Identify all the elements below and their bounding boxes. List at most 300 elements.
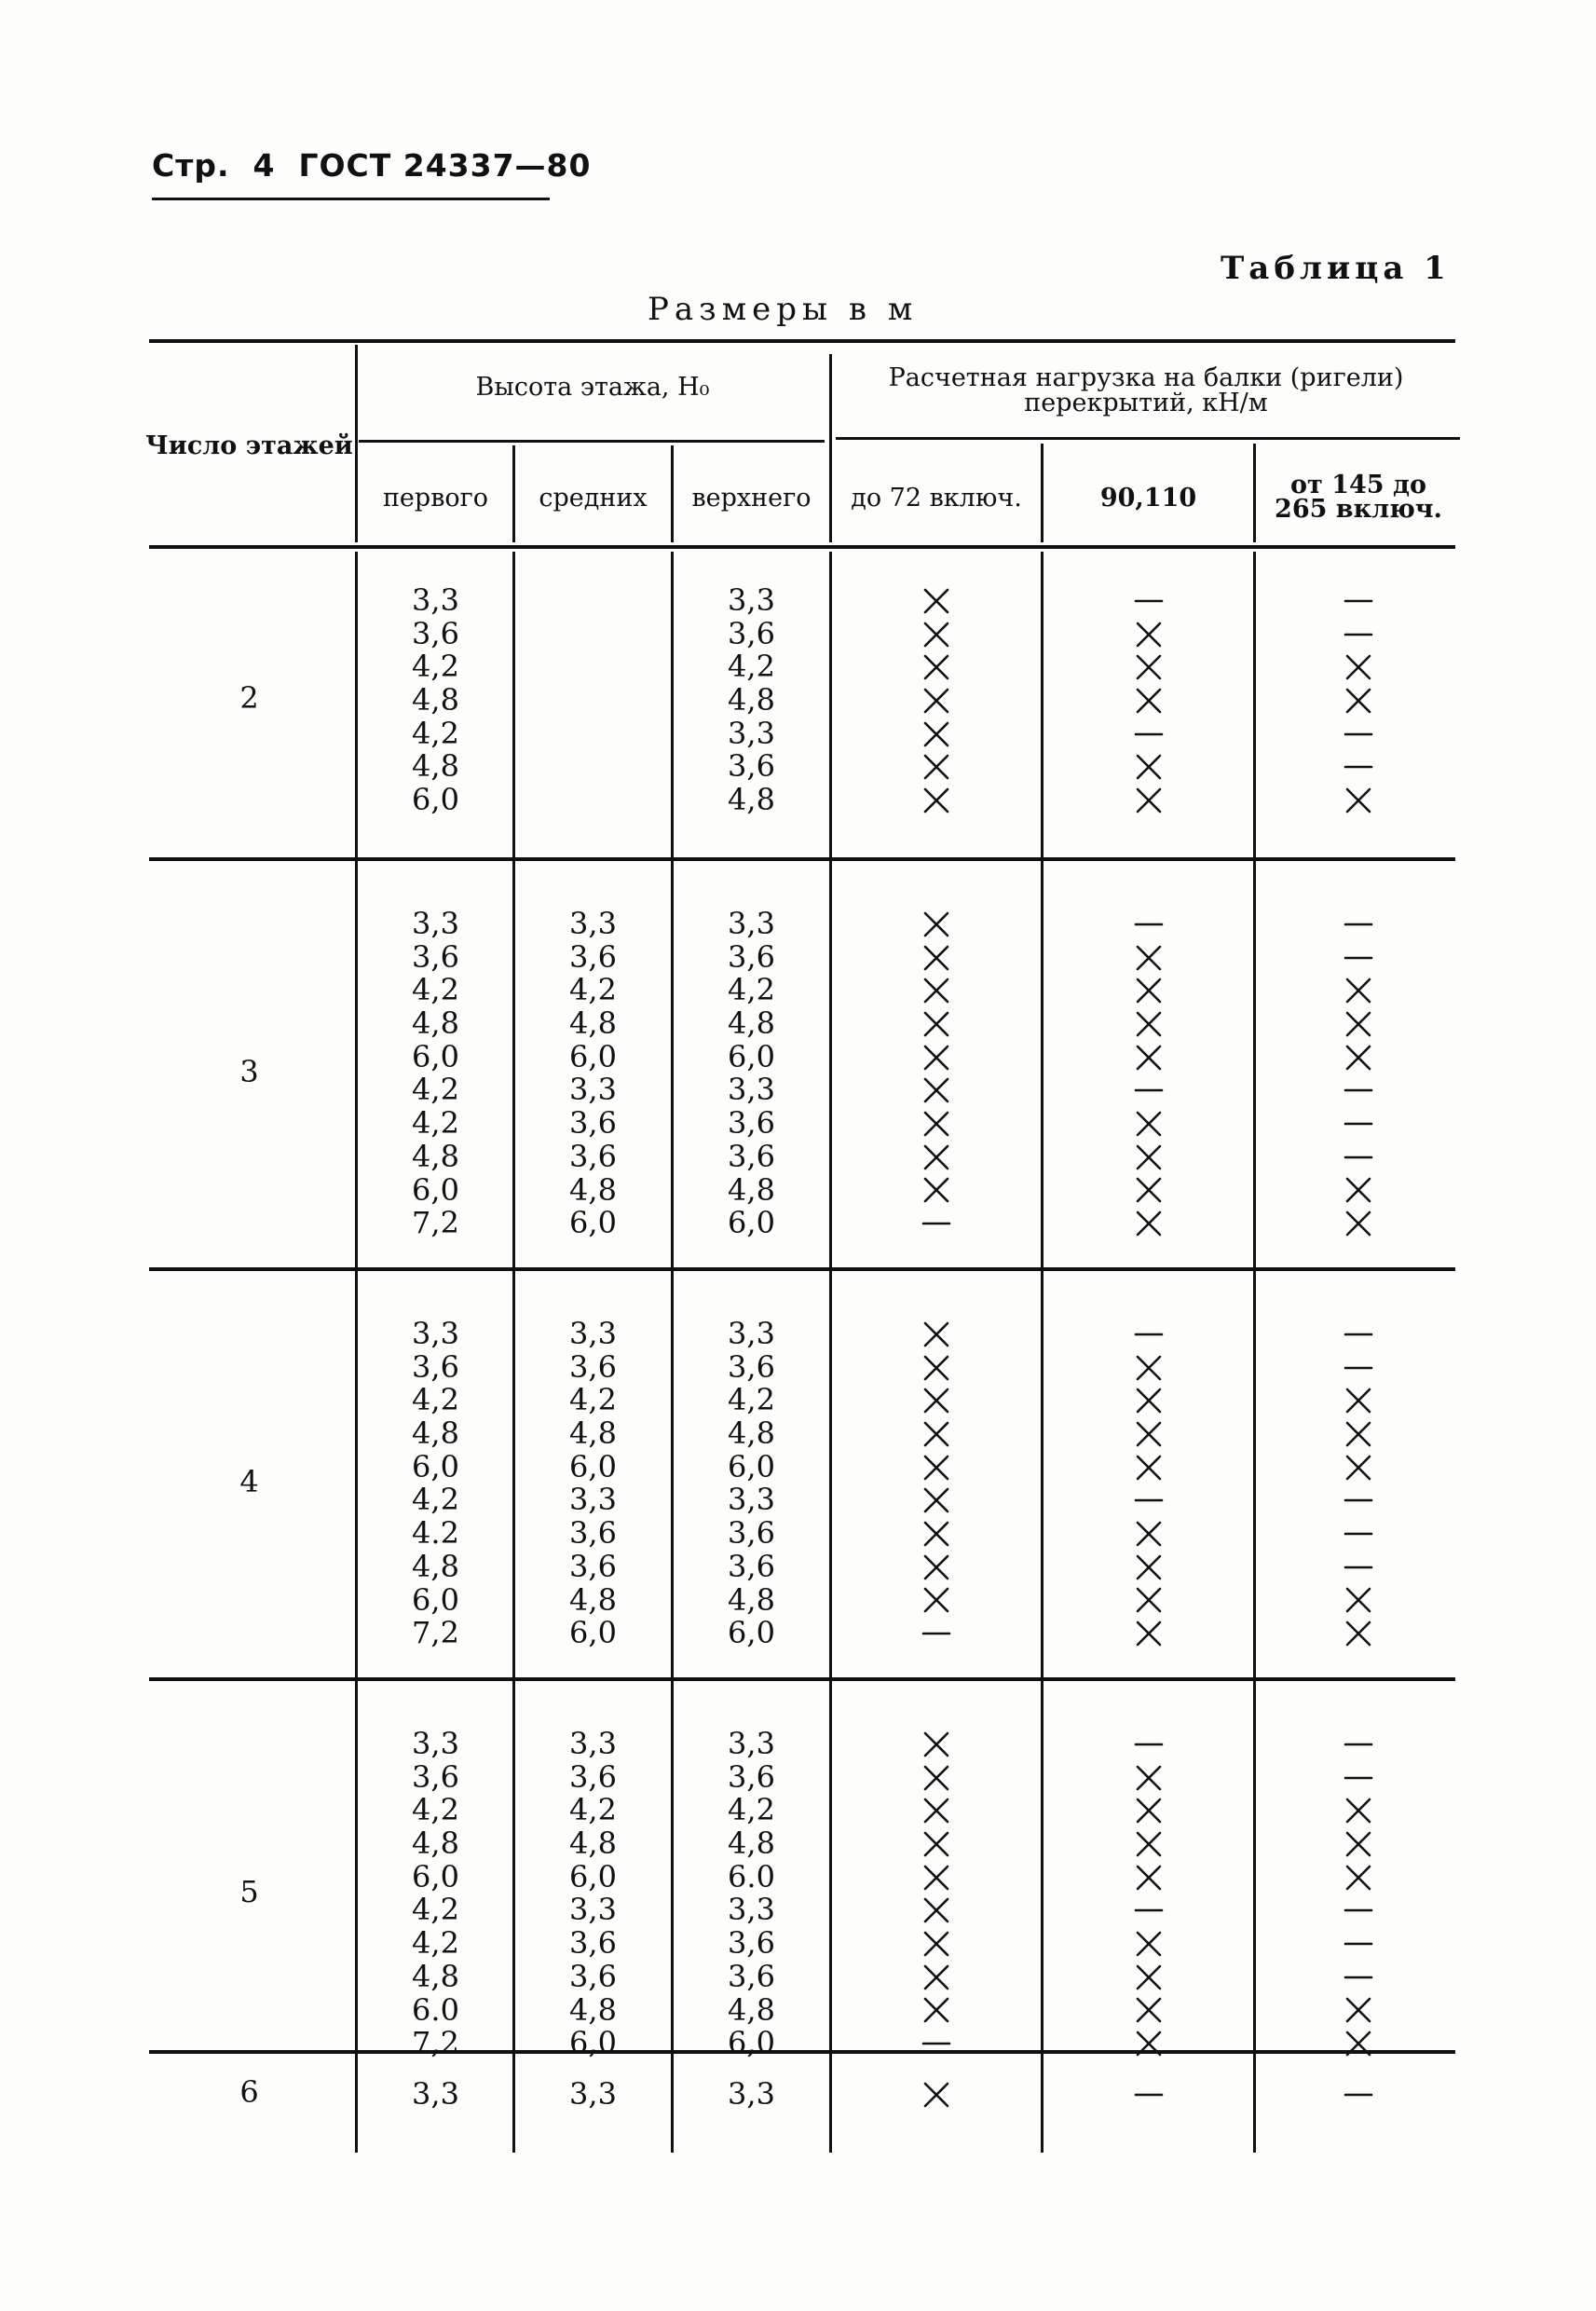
height-value: 4,8 [728,1826,775,1862]
table-top-rule [149,339,1455,343]
column-vrule [355,552,358,2153]
col-top [674,908,829,1240]
cross-mark [832,1007,1041,1041]
cross-mark [832,1728,1041,1761]
cross-mark [832,1141,1041,1174]
height-value: 4,2 [569,972,617,1008]
header-load-72: до 72 включ. [851,484,1022,513]
col-load-145 [1256,584,1461,817]
cross-mark-icon [1343,2030,1374,2058]
height-value: 3,3 [728,1482,775,1518]
cross-mark [832,584,1041,618]
height-value: 4,8 [412,1826,459,1862]
cross-mark-icon [1133,1830,1165,1858]
height-value: 4,2 [569,1382,617,1418]
cross-mark [1256,684,1461,718]
cross-mark-icon [921,1143,952,1171]
height-value: 3,6 [569,1548,617,1584]
cross-mark-icon [921,1963,952,1991]
dash-mark [832,1617,1041,1650]
cross-mark-icon [1343,977,1374,1005]
col-load-90 [1044,584,1253,817]
dash-mark [1044,1318,1253,1351]
cross-mark-icon [1133,1143,1165,1171]
page-header [152,147,591,184]
dash-mark-icon [1343,1520,1374,1548]
height-value: 3,6 [728,1925,775,1962]
cross-mark-icon [1133,1110,1165,1138]
height-value: 3,3 [412,582,459,618]
col-load-145 [1256,2078,1461,2112]
cross-mark [1044,1041,1253,1074]
dash-mark-icon [1343,753,1374,781]
header-vrule [355,345,358,542]
dash-mark-icon [1343,944,1374,972]
cross-mark-icon [1133,687,1165,715]
dash-mark [1256,1318,1461,1351]
height-value: 4,2 [412,1792,459,1828]
cross-mark-icon [921,1354,952,1382]
cross-mark [1256,1827,1461,1861]
cross-mark-icon [921,1930,952,1958]
height-value: 4,8 [569,1005,617,1042]
dash-mark-icon [1343,587,1374,615]
col-middle [515,1318,671,1650]
col-load-90 [1044,1318,1253,1650]
col-load-90 [1044,908,1253,1240]
cross-mark [1044,784,1253,817]
col-load-72 [832,584,1041,817]
height-value: 3,3 [728,2076,775,2112]
height-value: 4,8 [412,682,459,718]
dash-mark-icon [1343,621,1374,649]
col-load-72 [832,1318,1041,1650]
dash-mark [1256,1894,1461,1927]
height-value: 4,8 [412,1138,459,1174]
dash-mark-icon [1133,1730,1165,1758]
height-value: 6,0 [728,1448,775,1484]
cross-mark [832,684,1041,718]
header-floors: Число этажей [145,431,353,460]
col-first [359,584,512,817]
cross-mark [1256,1207,1461,1240]
height-value: 4,8 [569,1581,617,1618]
cross-mark [832,974,1041,1007]
cross-mark-icon [921,1730,952,1758]
cross-mark-icon [1133,977,1165,1005]
cross-mark-icon [1343,1387,1374,1415]
height-value: 3,3 [412,2076,459,2112]
col-load-145 [1256,1318,1461,1650]
cross-mark-icon [1133,1176,1165,1204]
dash-mark [1044,1484,1253,1517]
cross-mark [1044,1384,1253,1417]
height-value: 3,3 [728,1726,775,1761]
height-value: 4,8 [412,1005,459,1042]
cross-mark [832,1451,1041,1484]
header-middle: средних [539,484,648,513]
dash-mark [1256,584,1461,618]
cross-mark [1044,650,1253,684]
height-value: 3,6 [728,615,775,651]
header-load-group-line2: перекрытий, кН/м [1024,389,1268,417]
height-value: 6,0 [728,1615,775,1651]
cross-mark [832,908,1041,941]
col-middle [515,908,671,1240]
cross-mark-icon [1343,1010,1374,1038]
cross-mark-icon [1133,1044,1165,1072]
height-value: 6,0 [728,2025,775,2061]
dash-mark [1256,1141,1461,1174]
dash-mark [1256,1517,1461,1551]
height-value: 6.0 [728,1858,775,1894]
dash-mark-icon [1343,1320,1374,1348]
height-value: 4,2 [412,649,459,685]
cross-mark-icon [1343,786,1374,814]
floors-count: 2 [239,679,259,716]
page-label: Стр. [152,147,230,184]
cross-mark-icon [921,587,952,615]
cross-mark [832,1551,1041,1584]
height-value: 4,2 [412,1105,459,1142]
cross-mark-icon [921,621,952,649]
cross-mark-icon [921,2081,952,2109]
height-value: 6,0 [412,1448,459,1484]
cross-mark [832,941,1041,975]
header-height-group: Высота этажа, H₀ [475,373,710,402]
cross-mark [1044,1794,1253,1827]
cross-mark-icon [1343,653,1374,681]
dash-mark [1044,1894,1253,1927]
header-bottom-rule [149,545,1455,549]
height-value: 6,0 [569,1615,617,1651]
cross-mark-icon [1133,1520,1165,1548]
height-value: 4,8 [569,1991,617,2028]
cross-mark-icon [1133,1996,1165,2024]
dash-mark [1044,718,1253,751]
dash-mark [1256,750,1461,784]
col-first [359,2078,512,2112]
cross-mark [832,618,1041,651]
cross-mark [1256,1861,1461,1894]
floors-count: 3 [239,1053,259,1089]
col-top [674,2078,829,2112]
standard-number: ГОСТ 24337—80 [298,147,592,184]
cross-mark-icon [921,720,952,748]
cross-mark-icon [921,753,952,781]
dash-mark [1256,1961,1461,1994]
cross-mark-icon [921,1864,952,1892]
height-value: 6.0 [412,1991,459,2028]
cross-mark [832,1961,1041,1994]
cross-mark [1044,1961,1253,1994]
height-value: 3,3 [569,1482,617,1518]
cross-mark-icon [1343,687,1374,715]
height-value: 4,8 [728,1415,775,1452]
cross-mark-icon [921,1764,952,1792]
dash-mark [1256,718,1461,751]
cross-mark-icon [1133,1764,1165,1792]
cross-mark [1044,1451,1253,1484]
cross-mark-icon [921,1387,952,1415]
cross-mark-icon [1133,1620,1165,1648]
height-value: 3,3 [569,2076,617,2112]
cross-mark-icon [1133,1586,1165,1614]
cross-mark-icon [921,1486,952,1514]
height-value: 4,2 [728,972,775,1008]
dash-mark-icon [1133,1076,1165,1104]
height-value: 6,0 [569,1205,617,1241]
cross-mark-icon [1133,786,1165,814]
col-load-72 [832,908,1041,1240]
height-value: 3,6 [728,938,775,975]
group-separator-rule [149,857,1455,861]
cross-mark [832,1927,1041,1961]
dash-mark-icon [1343,1930,1374,1958]
height-value: 4,8 [728,1991,775,2028]
cross-mark [1044,1827,1253,1861]
dash-mark [1256,908,1461,941]
dash-mark [1044,1073,1253,1107]
cross-mark [1256,974,1461,1007]
cross-mark-icon [1343,1797,1374,1825]
header-first: первого [382,484,489,513]
dash-mark-icon [1343,1110,1374,1138]
cross-mark-icon [1133,753,1165,781]
height-value: 3,3 [728,582,775,618]
col-first [359,1728,512,2060]
dash-mark-icon [1343,720,1374,748]
cross-mark [1044,1617,1253,1650]
dash-mark-icon [1133,1320,1165,1348]
height-value: 3,6 [728,1105,775,1142]
height-value: 4,8 [412,748,459,785]
cross-mark-icon [1343,1864,1374,1892]
height-value: 3,6 [569,938,617,975]
cross-mark-icon [921,1553,952,1581]
cross-mark-icon [1133,1864,1165,1892]
cross-mark-icon [1343,1996,1374,2024]
cross-mark-icon [1343,1420,1374,1448]
cross-mark [1256,1384,1461,1417]
dash-mark-icon [921,1210,952,1238]
header-load-group-line1: Расчетная нагрузка на балки (ригели) [888,363,1404,392]
col-top [674,1728,829,2060]
cross-mark [1044,618,1253,651]
cross-mark-icon [921,786,952,814]
cross-mark [832,1073,1041,1107]
cross-mark-icon [921,1586,952,1614]
height-value: 3,3 [569,906,617,941]
cross-mark-icon [921,1797,952,1825]
cross-mark [832,1484,1041,1517]
cross-mark-icon [1133,1354,1165,1382]
cross-mark [832,1174,1041,1208]
cross-mark [832,1351,1041,1385]
cross-mark-icon [921,910,952,938]
cross-mark-icon [1133,1930,1165,1958]
height-value: 3,6 [728,1958,775,1994]
cross-mark-icon [921,1044,952,1072]
cross-mark [1044,1351,1253,1385]
height-value: 3,3 [569,1316,617,1351]
cross-mark-icon [1133,1797,1165,1825]
cross-mark [1044,1861,1253,1894]
cross-mark-icon [1343,1454,1374,1482]
dash-mark [1044,908,1253,941]
height-value: 4,8 [728,682,775,718]
height-value: 3,6 [728,1515,775,1552]
header-load-90: 90,110 [1099,484,1197,513]
cross-mark-icon [1343,1176,1374,1204]
height-value: 4,8 [728,1005,775,1042]
height-value: 3,3 [728,1072,775,1108]
cross-mark [1256,650,1461,684]
dash-mark [1044,1728,1253,1761]
cross-mark [1044,1417,1253,1451]
height-value: 3,6 [569,1958,617,1994]
height-value: 3,3 [569,1072,617,1108]
height-value: 4,2 [728,1382,775,1418]
cross-mark-icon [921,944,952,972]
height-value: 4,2 [412,972,459,1008]
cross-mark [1044,1927,1253,1961]
dash-mark-icon [1133,2081,1165,2109]
col-top [674,584,829,817]
cross-mark [1256,2027,1461,2060]
dash-mark [1256,1761,1461,1795]
height-value: 3,6 [728,1548,775,1584]
cross-mark-icon [1343,1044,1374,1072]
cross-mark [1044,1551,1253,1584]
height-value: 4,8 [728,782,775,818]
height-value: 6,0 [412,1581,459,1618]
cross-mark [832,1107,1041,1141]
cross-mark-icon [921,653,952,681]
dash-mark-icon [1343,1553,1374,1581]
col-first [359,908,512,1240]
height-value: 3,6 [569,1758,617,1795]
height-value: 3,3 [728,1892,775,1928]
height-value: 3,6 [412,1758,459,1795]
height-value: 3,6 [569,1925,617,1962]
height-value: 6,0 [728,1205,775,1241]
cross-mark-icon [1343,1586,1374,1614]
height-value: 4,2 [412,1382,459,1418]
dash-mark-icon [1133,910,1165,938]
cross-mark [1044,941,1253,975]
cross-mark-icon [921,1110,952,1138]
dash-mark [1256,1351,1461,1385]
height-value: 7,2 [412,1205,459,1241]
floors-count: 5 [239,1873,259,1909]
cross-mark [1256,1451,1461,1484]
dash-mark-icon [1343,1076,1374,1104]
dash-mark [1256,941,1461,975]
height-value: 6,0 [569,1448,617,1484]
cross-mark [1044,1761,1253,1795]
cross-mark [1256,1174,1461,1208]
height-value: 3,6 [728,748,775,785]
cross-mark [832,1041,1041,1074]
height-value: 4,8 [412,1958,459,1994]
cross-mark [1044,684,1253,718]
cross-mark [1044,1107,1253,1141]
height-value: 4,8 [728,1581,775,1618]
height-value: 4,2 [569,1792,617,1828]
cross-mark-icon [1343,1210,1374,1238]
cross-mark [832,1584,1041,1618]
height-value: 3,3 [412,1316,459,1351]
cross-mark-icon [1133,1210,1165,1238]
height-value: 7,2 [412,1615,459,1651]
height-value: 4,2 [728,649,775,685]
cross-mark [1256,1007,1461,1041]
col-middle [515,2078,671,2112]
cross-mark [832,1761,1041,1795]
height-value: 3,6 [728,1348,775,1385]
height-value: 4,2 [412,1072,459,1108]
cross-mark [1256,1041,1461,1074]
cross-mark [1256,1794,1461,1827]
dash-mark [1256,618,1461,651]
cross-mark-icon [1133,1010,1165,1038]
dash-mark-icon [1343,1764,1374,1792]
height-value: 4,8 [569,1826,617,1862]
cross-mark [1044,1141,1253,1174]
cross-mark-icon [921,1176,952,1204]
cross-mark [1044,1994,1253,2028]
cross-mark-icon [921,1996,952,2024]
height-value: 6,0 [569,2025,617,2061]
height-value: 4.2 [412,1515,459,1552]
cross-mark [832,784,1041,817]
col-middle [515,1728,671,2060]
cross-mark-icon [1133,1420,1165,1448]
height-value: 3,3 [569,1892,617,1928]
height-value: 4,8 [728,1171,775,1208]
cross-mark-icon [921,1420,952,1448]
height-value: 6,0 [569,1038,617,1074]
cross-mark-icon [921,1520,952,1548]
height-value: 4,2 [412,1482,459,1518]
dash-mark [1256,1927,1461,1961]
header-underline [152,198,550,200]
height-value: 3,6 [569,1138,617,1174]
header-load-145-line2: 265 включ. [1275,495,1442,524]
height-value: 3,6 [569,1348,617,1385]
cross-mark-icon [921,1454,952,1482]
cross-mark [832,1318,1041,1351]
dash-mark [1256,1073,1461,1107]
height-value: 3,3 [728,1316,775,1351]
height-value: 6,0 [412,1038,459,1074]
cross-mark [1044,1207,1253,1240]
dash-mark-icon [1343,1730,1374,1758]
dash-mark-icon [1343,1963,1374,1991]
dash-mark-icon [1343,1354,1374,1382]
col-load-145 [1256,908,1461,1240]
dash-mark [1044,2078,1253,2112]
cross-mark-icon [1343,1620,1374,1648]
dash-mark-icon [1343,1896,1374,1924]
cross-mark [1256,1994,1461,2028]
cross-mark-icon [921,1320,952,1348]
height-value: 3,6 [569,1515,617,1552]
height-value: 3,6 [412,615,459,651]
dash-mark [1256,1107,1461,1141]
height-value: 3,6 [728,1758,775,1795]
